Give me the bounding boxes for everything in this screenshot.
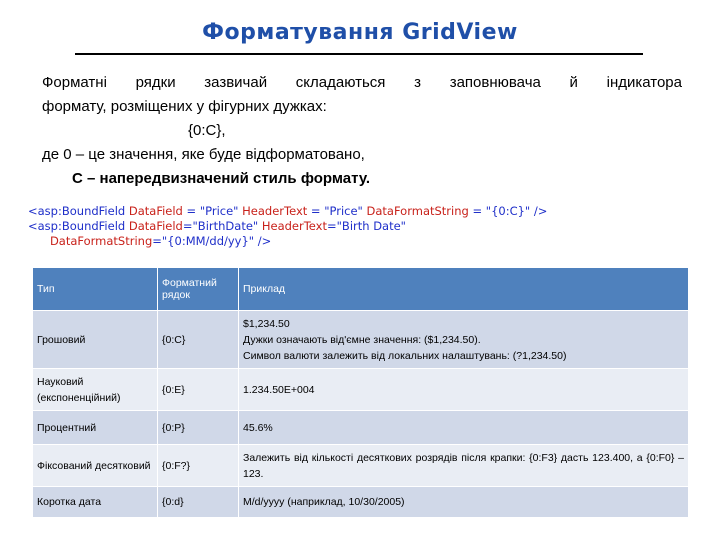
cell-example-line: $1,234.50 xyxy=(243,317,290,330)
code-l2-attr1: DataField xyxy=(128,219,183,233)
code-l1-val1: "Price" xyxy=(199,204,239,218)
code-l3-val: "{0:MM/dd/yy}" xyxy=(161,234,255,248)
intro-line-5: С – напередвизначений стиль формату. xyxy=(72,170,371,187)
table-row xyxy=(33,311,689,369)
code-l2-val2: "Birth Date" xyxy=(336,219,406,233)
code-l1-val2: "Price" xyxy=(324,204,363,218)
code-l2-attr2: HeaderText xyxy=(261,219,327,233)
cell-example: Залежить від кількості десяткових розрядів після крапки: {0:F3} дасть 123.400, а {0:F0} – 123. xyxy=(239,445,689,487)
code-l1-end: /> xyxy=(530,204,548,218)
table-row xyxy=(33,445,689,487)
code-l2-eq1: = xyxy=(182,219,193,233)
code-sample xyxy=(28,204,708,249)
code-l1-eq3: = xyxy=(468,204,486,218)
table-row xyxy=(33,369,689,411)
slide-title: Форматування GridView xyxy=(202,20,518,45)
intro-line-4: де 0 – це значення, яке буде відформатовано, xyxy=(42,146,365,163)
cell-example-line: Символ валюти залежить від локальних налаштувань: (?1,234.50) xyxy=(243,349,567,362)
cell-type: Науковий (експоненційний) xyxy=(33,369,158,411)
header-type: Тип xyxy=(33,268,158,311)
title-underline xyxy=(75,53,643,55)
code-l2-eq2: = xyxy=(327,219,337,233)
cell-type: Фіксований десятковий xyxy=(33,445,158,487)
code-l1-eq1: = xyxy=(182,204,200,218)
code-l1-attr2: HeaderText xyxy=(242,204,308,218)
cell-type: Грошовий xyxy=(33,311,158,369)
cell-example: M/d/yyyy (наприклад, 10/30/2005) xyxy=(239,487,689,517)
cell-example-line: Дужки означають від'ємне значення: ($1,234.50). xyxy=(243,333,481,346)
cell-example: 1.234.50E+004 xyxy=(239,369,689,411)
code-l2-tag: <asp:BoundField xyxy=(28,219,126,233)
table-header-row xyxy=(33,268,689,311)
table-row xyxy=(33,411,689,445)
intro-line-2: формату, розміщених у фігурних дужках: xyxy=(42,98,327,115)
code-l1-eq2: = xyxy=(307,204,325,218)
cell-format: {0:C} xyxy=(158,311,239,369)
code-l1-val3: "{0:C}" xyxy=(485,204,531,218)
intro-example: {0:C}, xyxy=(188,122,226,139)
code-l2-val1: "BirthDate" xyxy=(192,219,259,233)
code-l1-attr3: DataFormatString xyxy=(366,204,469,218)
code-l3-end: /> xyxy=(254,234,272,248)
intro-line-1: Форматні рядки зазвичай складаються з заповнювача й індикатора xyxy=(42,74,682,91)
code-l1-tag: <asp:BoundField xyxy=(28,204,126,218)
cell-format: {0:E} xyxy=(158,369,239,411)
cell-type: Коротка дата xyxy=(33,487,158,517)
cell-format: {0:F?} xyxy=(158,445,239,487)
cell-type: Процентний xyxy=(33,411,158,445)
header-format: Форматний рядок xyxy=(158,268,239,311)
code-l3-eq: = xyxy=(152,234,162,248)
header-example: Приклад xyxy=(239,268,689,311)
code-l1-attr1: DataField xyxy=(128,204,183,218)
cell-format: {0:d} xyxy=(158,487,239,517)
table-row xyxy=(33,487,689,517)
format-table xyxy=(33,268,689,517)
intro-paragraph xyxy=(42,71,682,191)
cell-example xyxy=(239,311,689,369)
cell-example: 45.6% xyxy=(239,411,689,445)
cell-format: {0:P} xyxy=(158,411,239,445)
code-l3-attr: DataFormatString xyxy=(49,234,153,248)
